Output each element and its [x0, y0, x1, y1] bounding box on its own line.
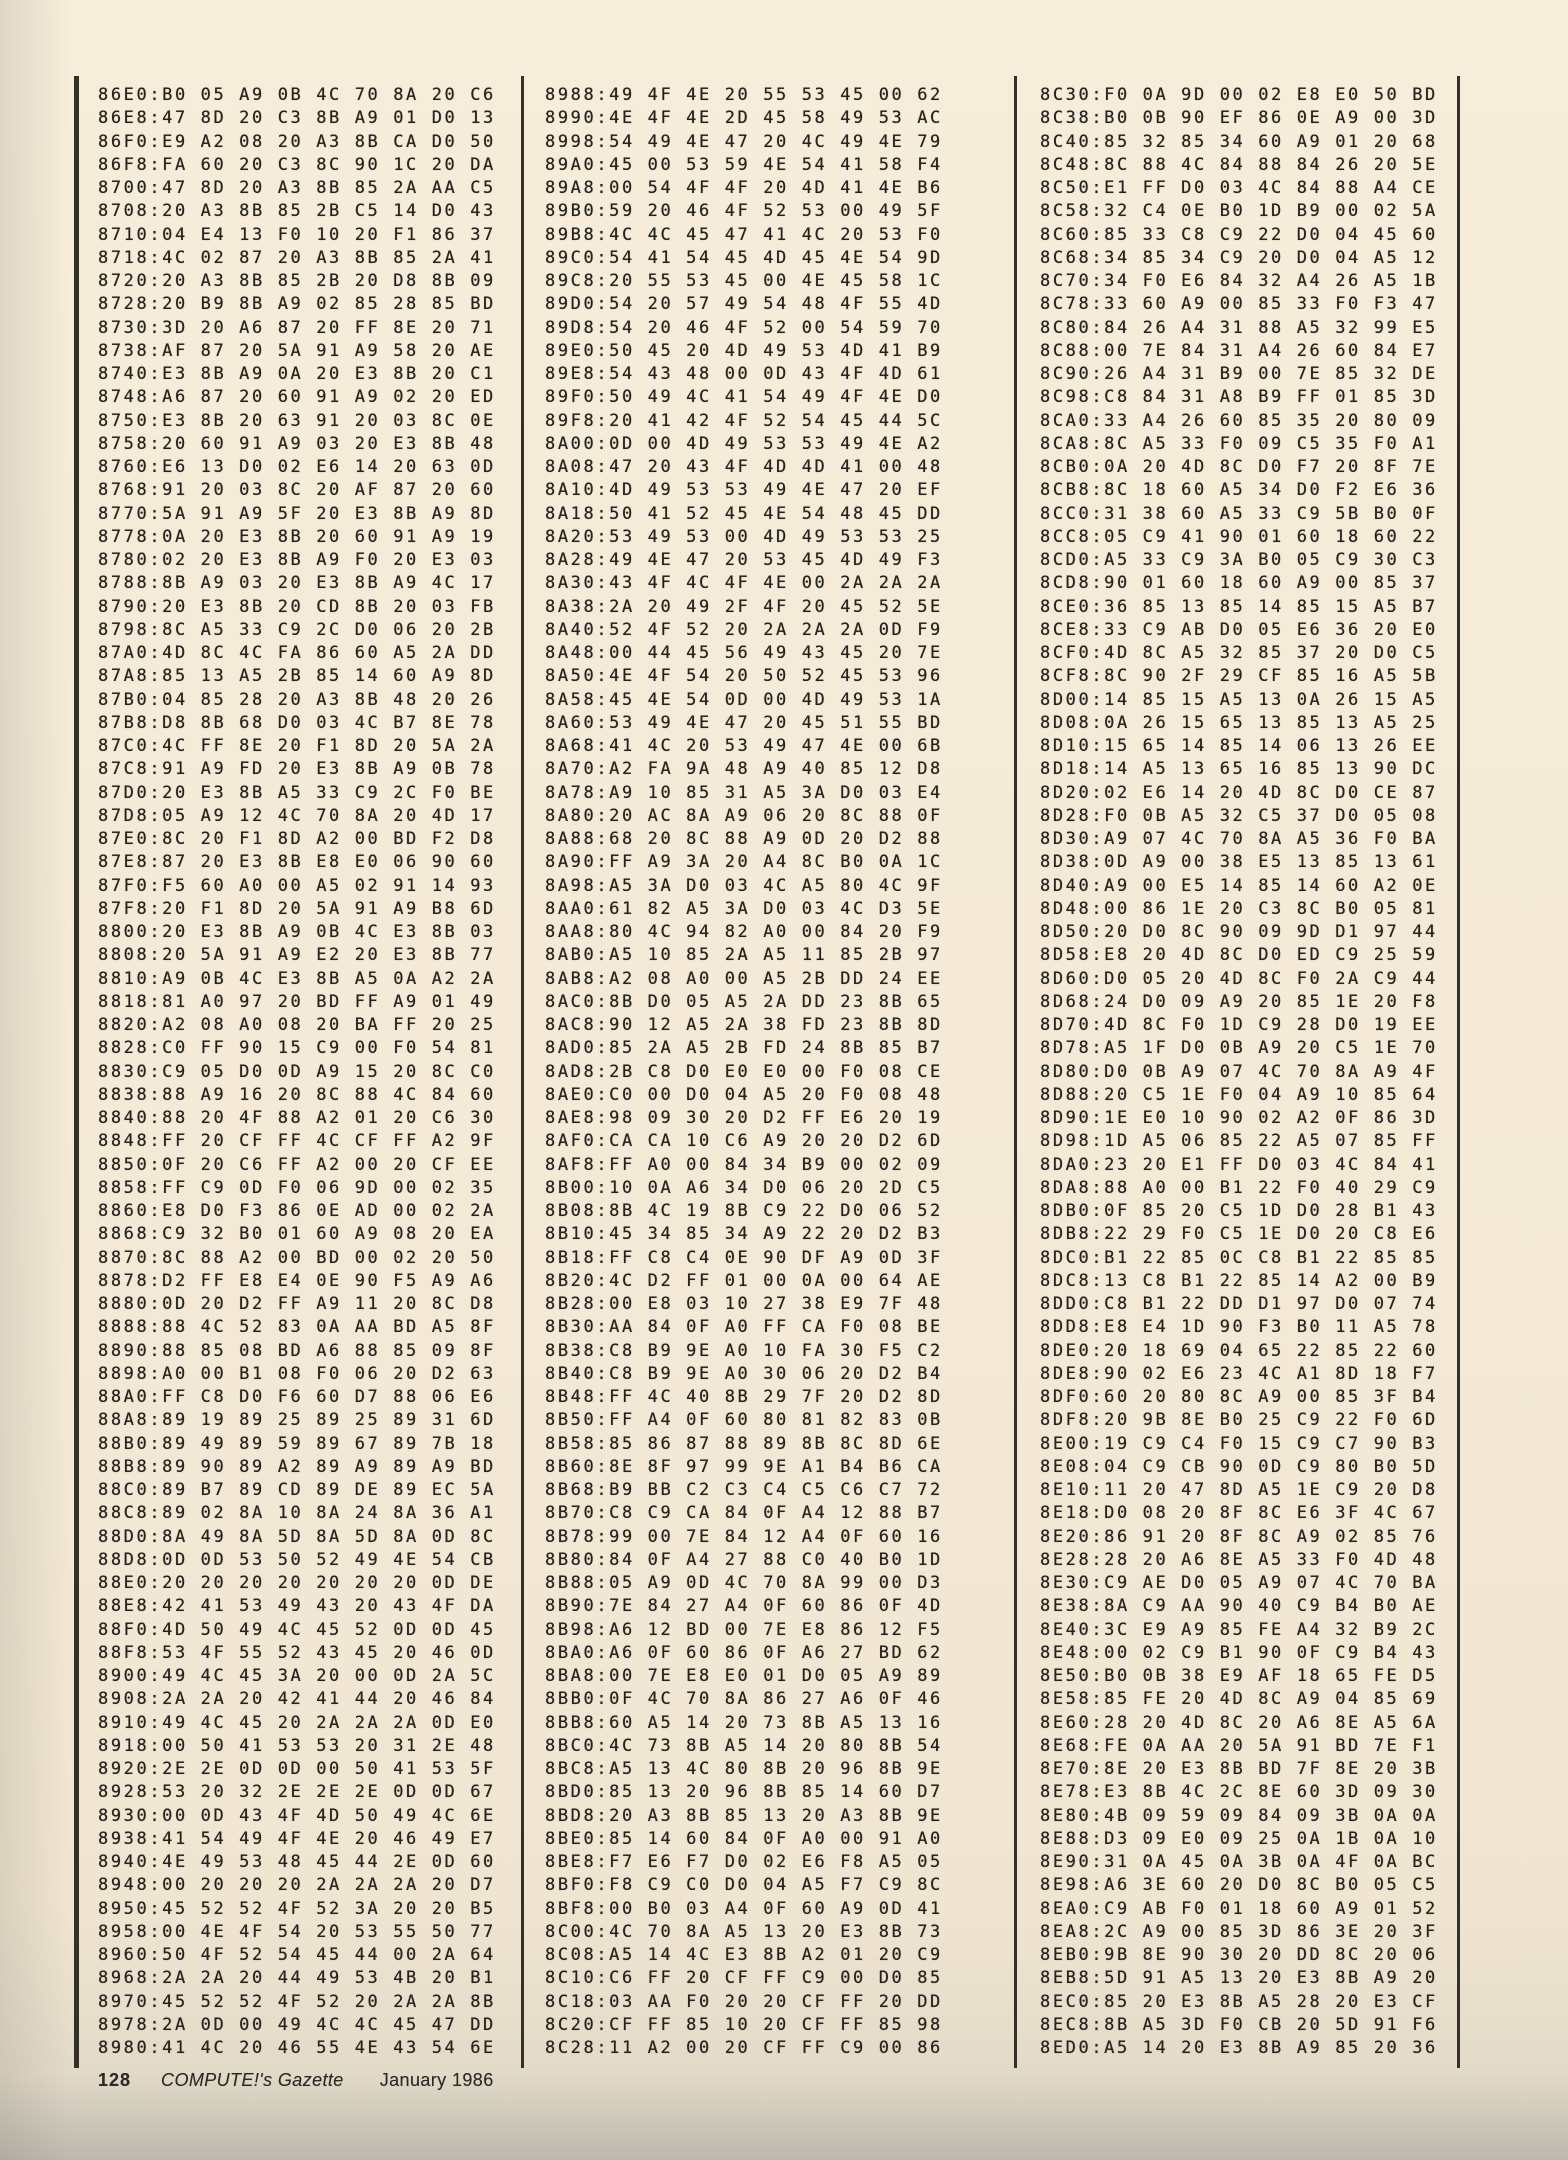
hex-line: 8D10:15 65 14 85 14 06 13 26 EE	[1040, 736, 1438, 756]
hex-line: 87A8:85 13 A5 2B 85 14 60 A9 8D	[98, 666, 496, 687]
hex-line: 8DB0:0F 85 20 C5 1D D0 28 B1 43	[1040, 1201, 1438, 1221]
hex-line: 8E70:8E 20 E3 8B BD 7F 8E 20 3B	[1040, 1759, 1438, 1779]
hex-line: 8C48:8C 88 4C 84 88 84 26 20 5E	[1040, 154, 1438, 175]
hex-line: 89A8:00 54 4F 4F 20 4D 41 4E B6	[545, 178, 943, 198]
hex-line: 8D08:0A 26 15 65 13 85 13 A5 25	[1040, 712, 1438, 733]
page-number: 128	[98, 2070, 132, 2090]
hex-line: 8928:53 20 32 2E 2E 2E 0D 0D 67	[98, 1782, 496, 1803]
hex-line: 8A08:47 20 43 4F 4D 4D 41 00 48	[545, 457, 943, 477]
hex-line: 8DA0:23 20 E1 FF D0 03 4C 84 41	[1040, 1154, 1438, 1175]
hex-line: 8A50:4E 4F 54 20 50 52 45 53 96	[545, 666, 943, 687]
hex-line: 8E18:D0 08 20 8F 8C E6 3F 4C 67	[1040, 1503, 1438, 1524]
hex-line: 8CA8:8C A5 33 F0 09 C5 35 F0 A1	[1040, 433, 1438, 454]
hex-line: 8838:88 A9 16 20 8C 88 4C 84 60	[98, 1084, 496, 1105]
hex-line: 8880:0D 20 D2 FF A9 11 20 8C D8	[98, 1294, 496, 1314]
hex-line: 89D8:54 20 46 4F 52 00 54 59 70	[545, 317, 943, 338]
hex-line: 8AB0:A5 10 85 2A A5 11 85 2B 97	[545, 945, 943, 966]
hex-line: 8A40:52 4F 52 20 2A 2A 2A 0D F9	[545, 619, 943, 640]
hex-line: 8AC8:90 12 A5 2A 38 FD 23 8B 8D	[545, 1015, 943, 1035]
hex-line: 8B38:C8 B9 9E A0 10 FA 30 F5 C2	[545, 1340, 943, 1361]
hex-line: 8CD0:A5 33 C9 3A B0 05 C9 30 C3	[1040, 550, 1438, 570]
hex-line: 89A0:45 00 53 59 4E 54 41 58 F4	[545, 154, 943, 175]
hex-line: 8C98:C8 84 31 A8 B9 FF 01 85 3D	[1040, 387, 1438, 408]
hex-line: 8CA0:33 A4 26 60 85 35 20 80 09	[1040, 410, 1438, 431]
hex-line: 8C20:CF FF 85 10 20 CF FF 85 98	[545, 2014, 943, 2035]
hex-line: 8CF8:8C 90 2F 29 CF 85 16 A5 5B	[1040, 666, 1438, 687]
hex-line: 8D68:24 D0 09 A9 20 85 1E 20 F8	[1040, 991, 1438, 1012]
hex-line: 8C30:F0 0A 9D 00 02 E8 E0 50 BD	[1040, 85, 1438, 105]
hex-line: 8D78:A5 1F D0 0B A9 20 C5 1E 70	[1040, 1038, 1438, 1059]
hex-line: 8C58:32 C4 0E B0 1D B9 00 02 5A	[1040, 201, 1438, 222]
hex-line: 8D00:14 85 15 A5 13 0A 26 15 A5	[1040, 689, 1438, 710]
hex-line: 8CB0:0A 20 4D 8C D0 F7 20 8F 7E	[1040, 457, 1438, 477]
hex-line: 8730:3D 20 A6 87 20 FF 8E 20 71	[98, 317, 496, 338]
hex-line: 8808:20 5A 91 A9 E2 20 E3 8B 77	[98, 945, 496, 966]
hex-line: 8868:C9 32 B0 01 60 A9 08 20 EA	[98, 1224, 496, 1245]
hex-listing-column-2	[545, 84, 943, 2060]
hex-line: 8C00:4C 70 8A A5 13 20 E3 8B 73	[545, 1921, 943, 1942]
hex-line: 8C70:34 F0 E6 84 32 A4 26 A5 1B	[1040, 271, 1438, 291]
hex-line: 8D80:D0 0B A9 07 4C 70 8A A9 4F	[1040, 1061, 1438, 1082]
hex-line: 8848:FF 20 CF FF 4C CF FF A2 9F	[98, 1131, 496, 1152]
hex-line: 8B00:10 0A A6 34 D0 06 20 2D C5	[545, 1177, 943, 1198]
hex-line: 88F0:4D 50 49 4C 45 52 0D 0D 45	[98, 1619, 496, 1640]
hex-line: 8E48:00 02 C9 B1 90 0F C9 B4 43	[1040, 1642, 1438, 1663]
hex-line: 8760:E6 13 D0 02 E6 14 20 63 0D	[98, 457, 496, 477]
hex-line: 8AD8:2B C8 D0 E0 E0 00 F0 08 CE	[545, 1061, 943, 1082]
hex-line: 8758:20 60 91 A9 03 20 E3 8B 48	[98, 433, 496, 454]
hex-line: 8DD8:E8 E4 1D 90 F3 B0 11 A5 78	[1040, 1317, 1438, 1338]
hex-line: 8DC0:B1 22 85 0C C8 B1 22 85 85	[1040, 1247, 1438, 1268]
hex-line: 8B28:00 E8 03 10 27 38 E9 7F 48	[545, 1294, 943, 1314]
hex-line: 8B98:A6 12 BD 00 7E E8 86 12 F5	[545, 1619, 943, 1640]
hex-line: 8A68:41 4C 20 53 49 47 4E 00 6B	[545, 736, 943, 756]
hex-line: 8720:20 A3 8B 85 2B 20 D8 8B 09	[98, 271, 496, 291]
hex-line: 89B0:59 20 46 4F 52 53 00 49 5F	[545, 201, 943, 222]
hex-line: 8A60:53 49 4E 47 20 45 51 55 BD	[545, 712, 943, 733]
hex-line: 8E00:19 C9 C4 F0 15 C9 C7 90 B3	[1040, 1433, 1438, 1454]
hex-line: 8C88:00 7E 84 31 A4 26 60 84 E7	[1040, 340, 1438, 361]
hex-line: 89D0:54 20 57 49 54 48 4F 55 4D	[545, 294, 943, 315]
hex-line: 89B8:4C 4C 45 47 41 4C 20 53 F0	[545, 224, 943, 245]
hex-line: 8E20:86 91 20 8F 8C A9 02 85 76	[1040, 1526, 1438, 1547]
magazine-title: COMPUTE!'s Gazette	[161, 2070, 344, 2090]
hex-line: 8B20:4C D2 FF 01 00 0A 00 64 AE	[545, 1270, 943, 1291]
hex-line: 8968:2A 2A 20 44 49 53 4B 20 B1	[98, 1968, 496, 1989]
hex-line: 8A70:A2 FA 9A 48 A9 40 85 12 D8	[545, 759, 943, 780]
hex-line: 8EA0:C9 AB F0 01 18 60 A9 01 52	[1040, 1898, 1438, 1919]
hex-line: 8908:2A 2A 20 42 41 44 20 46 84	[98, 1689, 496, 1710]
hex-line: 8D40:A9 00 E5 14 85 14 60 A2 0E	[1040, 875, 1438, 896]
hex-line: 8B50:FF A4 0F 60 80 81 82 83 0B	[545, 1410, 943, 1431]
hex-line: 8B80:84 0F A4 27 88 C0 40 B0 1D	[545, 1549, 943, 1570]
hex-line: 86F0:E9 A2 08 20 A3 8B CA D0 50	[98, 131, 496, 152]
hex-line: 8CC0:31 38 60 A5 33 C9 5B B0 0F	[1040, 503, 1438, 524]
hex-line: 8708:20 A3 8B 85 2B C5 14 D0 43	[98, 201, 496, 222]
hex-line: 8E38:8A C9 AA 90 40 C9 B4 B0 AE	[1040, 1596, 1438, 1617]
hex-line: 8EB8:5D 91 A5 13 20 E3 8B A9 20	[1040, 1968, 1438, 1989]
hex-line: 8DF0:60 20 80 8C A9 00 85 3F B4	[1040, 1387, 1438, 1407]
hex-line: 8D20:02 E6 14 20 4D 8C D0 CE 87	[1040, 782, 1438, 803]
hex-line: 8DB8:22 29 F0 C5 1E D0 20 C8 E6	[1040, 1224, 1438, 1245]
hex-line: 8828:C0 FF 90 15 C9 00 F0 54 81	[98, 1038, 496, 1059]
hex-line: 87D8:05 A9 12 4C 70 8A 20 4D 17	[98, 805, 496, 826]
hex-line: 8AF0:CA CA 10 C6 A9 20 20 D2 6D	[545, 1131, 943, 1152]
hex-line: 8A48:00 44 45 56 49 43 45 20 7E	[545, 643, 943, 663]
hex-line: 8E68:FE 0A AA 20 5A 91 BD 7E F1	[1040, 1735, 1438, 1756]
hex-line: 8970:45 52 52 4F 52 20 2A 2A 8B	[98, 1991, 496, 2012]
hex-line: 8A98:A5 3A D0 03 4C A5 80 4C 9F	[545, 875, 943, 896]
hex-line: 8A88:68 20 8C 88 A9 0D 20 D2 88	[545, 829, 943, 849]
column-divider-1	[521, 76, 524, 2068]
hex-line: 8938:41 54 49 4F 4E 20 46 49 E7	[98, 1828, 496, 1849]
hex-line: 8D88:20 C5 1E F0 04 A9 10 85 64	[1040, 1084, 1438, 1105]
hex-line: 8910:49 4C 45 20 2A 2A 2A 0D E0	[98, 1712, 496, 1733]
hex-line: 8948:00 20 20 20 2A 2A 2A 20 D7	[98, 1875, 496, 1896]
hex-line: 8940:4E 49 53 48 45 44 2E 0D 60	[98, 1852, 496, 1872]
hex-line: 8900:49 4C 45 3A 20 00 0D 2A 5C	[98, 1666, 496, 1686]
hex-line: 8700:47 8D 20 A3 8B 85 2A AA C5	[98, 178, 496, 198]
hex-line: 8D90:1E E0 10 90 02 A2 0F 86 3D	[1040, 1108, 1438, 1128]
hex-line: 8950:45 52 52 4F 52 3A 20 20 B5	[98, 1898, 496, 1919]
hex-line: 8DE8:90 02 E6 23 4C A1 8D 18 F7	[1040, 1363, 1438, 1384]
hex-line: 8C40:85 32 85 34 60 A9 01 20 68	[1040, 131, 1438, 152]
hex-line: 8DF8:20 9B 8E B0 25 C9 22 F0 6D	[1040, 1410, 1438, 1431]
hex-line: 88E0:20 20 20 20 20 20 20 0D DE	[98, 1573, 496, 1593]
hex-line: 8C78:33 60 A9 00 85 33 F0 F3 47	[1040, 294, 1438, 315]
hex-line: 8DD0:C8 B1 22 DD D1 97 D0 07 74	[1040, 1294, 1438, 1314]
hex-line: 8BA0:A6 0F 60 86 0F A6 27 BD 62	[545, 1642, 943, 1663]
hex-line: 8830:C9 05 D0 0D A9 15 20 8C C0	[98, 1061, 496, 1082]
hex-line: 8BD0:85 13 20 96 8B 85 14 60 D7	[545, 1782, 943, 1803]
hex-line: 8770:5A 91 A9 5F 20 E3 8B A9 8D	[98, 503, 496, 524]
hex-line: 8A20:53 49 53 00 4D 49 53 53 25	[545, 526, 943, 547]
hex-line: 8EB0:9B 8E 90 30 20 DD 8C 20 06	[1040, 1945, 1438, 1965]
hex-line: 8CE0:36 85 13 85 14 85 15 A5 B7	[1040, 596, 1438, 617]
hex-line: 8D50:20 D0 8C 90 09 9D D1 97 44	[1040, 922, 1438, 942]
hex-line: 8E88:D3 09 E0 09 25 0A 1B 0A 10	[1040, 1828, 1438, 1849]
hex-line: 89E8:54 43 48 00 0D 43 4F 4D 61	[545, 364, 943, 384]
hex-line: 8E10:11 20 47 8D A5 1E C9 20 D8	[1040, 1480, 1438, 1500]
hex-line: 8850:0F 20 C6 FF A2 00 20 CF EE	[98, 1154, 496, 1175]
hex-line: 87C8:91 A9 FD 20 E3 8B A9 0B 78	[98, 759, 496, 780]
hex-line: 8B40:C8 B9 9E A0 30 06 20 D2 B4	[545, 1363, 943, 1384]
hex-line: 8990:4E 4F 4E 2D 45 58 49 53 AC	[545, 108, 943, 129]
hex-line: 8EA8:2C A9 00 85 3D 86 3E 20 3F	[1040, 1921, 1438, 1942]
hex-line: 8BF0:F8 C9 C0 D0 04 A5 F7 C9 8C	[545, 1875, 943, 1896]
hex-line: 8A10:4D 49 53 53 49 4E 47 20 EF	[545, 480, 943, 501]
hex-line: 87B8:D8 8B 68 D0 03 4C B7 8E 78	[98, 712, 496, 733]
hex-line: 8870:8C 88 A2 00 BD 00 02 20 50	[98, 1247, 496, 1268]
issue-date: January 1986	[379, 2070, 494, 2090]
hex-line: 8C90:26 A4 31 B9 00 7E 85 32 DE	[1040, 364, 1438, 384]
hex-line: 8790:20 E3 8B 20 CD 8B 20 03 FB	[98, 596, 496, 617]
hex-line: 8E30:C9 AE D0 05 A9 07 4C 70 BA	[1040, 1573, 1438, 1593]
hex-line: 8EC8:8B A5 3D F0 CB 20 5D 91 F6	[1040, 2014, 1438, 2035]
hex-line: 8BD8:20 A3 8B 85 13 20 A3 8B 9E	[545, 1805, 943, 1826]
hex-line: 8918:00 50 41 53 53 20 31 2E 48	[98, 1735, 496, 1756]
hex-line: 87F0:F5 60 A0 00 A5 02 91 14 93	[98, 875, 496, 896]
hex-line: 87E8:87 20 E3 8B E8 E0 06 90 60	[98, 852, 496, 873]
hex-line: 8AF8:FF A0 00 84 34 B9 00 02 09	[545, 1154, 943, 1175]
hex-line: 88C0:89 B7 89 CD 89 DE 89 EC 5A	[98, 1480, 496, 1500]
hex-line: 8888:88 4C 52 83 0A AA BD A5 8F	[98, 1317, 496, 1338]
hex-line: 8920:2E 2E 0D 0D 00 50 41 53 5F	[98, 1759, 496, 1779]
hex-line: 8CC8:05 C9 41 90 01 60 18 60 22	[1040, 526, 1438, 547]
hex-line: 8CD8:90 01 60 18 60 A9 00 85 37	[1040, 573, 1438, 594]
hex-line: 8800:20 E3 8B A9 0B 4C E3 8B 03	[98, 922, 496, 942]
hex-line: 8E80:4B 09 59 09 84 09 3B 0A 0A	[1040, 1805, 1438, 1826]
hex-line: 8B68:B9 BB C2 C3 C4 C5 C6 C7 72	[545, 1480, 943, 1500]
hex-line: 8A38:2A 20 49 2F 4F 20 45 52 5E	[545, 596, 943, 617]
hex-line: 8930:00 0D 43 4F 4D 50 49 4C 6E	[98, 1805, 496, 1826]
hex-line: 8A18:50 41 52 45 4E 54 48 45 DD	[545, 503, 943, 524]
page-left-rule	[74, 76, 79, 2068]
hex-line: 8C68:34 85 34 C9 20 D0 04 A5 12	[1040, 247, 1438, 268]
hex-line: 8810:A9 0B 4C E3 8B A5 0A A2 2A	[98, 968, 496, 989]
hex-line: 8A00:0D 00 4D 49 53 53 49 4E A2	[545, 433, 943, 454]
hex-line: 8780:02 20 E3 8B A9 F0 20 E3 03	[98, 550, 496, 570]
hex-line: 8BE8:F7 E6 F7 D0 02 E6 F8 A5 05	[545, 1852, 943, 1872]
hex-line: 8AB8:A2 08 A0 00 A5 2B DD 24 EE	[545, 968, 943, 989]
hex-line: 8798:8C A5 33 C9 2C D0 06 20 2B	[98, 619, 496, 640]
hex-line: 88B0:89 49 89 59 89 67 89 7B 18	[98, 1433, 496, 1454]
hex-line: 8B18:FF C8 C4 0E 90 DF A9 0D 3F	[545, 1247, 943, 1268]
hex-line: 8958:00 4E 4F 54 20 53 55 50 77	[98, 1921, 496, 1942]
hex-line: 87F8:20 F1 8D 20 5A 91 A9 B8 6D	[98, 898, 496, 919]
hex-line: 8BF8:00 B0 03 A4 0F 60 A9 0D 41	[545, 1898, 943, 1919]
hex-line: 8C60:85 33 C8 C9 22 D0 04 45 60	[1040, 224, 1438, 245]
hex-line: 8AE8:98 09 30 20 D2 FF E6 20 19	[545, 1108, 943, 1128]
hex-line: 86F8:FA 60 20 C3 8C 90 1C 20 DA	[98, 154, 496, 175]
hex-line: 8C50:E1 FF D0 03 4C 84 88 A4 CE	[1040, 178, 1438, 198]
hex-line: 8878:D2 FF E8 E4 0E 90 F5 A9 A6	[98, 1270, 496, 1291]
hex-line: 89E0:50 45 20 4D 49 53 4D 41 B9	[545, 340, 943, 361]
hex-line: 8BE0:85 14 60 84 0F A0 00 91 A0	[545, 1828, 943, 1849]
hex-line: 8710:04 E4 13 F0 10 20 F1 86 37	[98, 224, 496, 245]
hex-line: 8998:54 49 4E 47 20 4C 49 4E 79	[545, 131, 943, 152]
hex-line: 88D8:0D 0D 53 50 52 49 4E 54 CB	[98, 1549, 496, 1570]
hex-line: 8768:91 20 03 8C 20 AF 87 20 60	[98, 480, 496, 501]
hex-line: 8A80:20 AC 8A A9 06 20 8C 88 0F	[545, 805, 943, 826]
hex-line: 8B08:8B 4C 19 8B C9 22 D0 06 52	[545, 1201, 943, 1221]
hex-line: 8B30:AA 84 0F A0 FF CA F0 08 BE	[545, 1317, 943, 1338]
hex-line: 8CE8:33 C9 AB D0 05 E6 36 20 E0	[1040, 619, 1438, 640]
hex-line: 8C80:84 26 A4 31 88 A5 32 99 E5	[1040, 317, 1438, 338]
hex-line: 88E8:42 41 53 49 43 20 43 4F DA	[98, 1596, 496, 1617]
hex-line: 8D60:D0 05 20 4D 8C F0 2A C9 44	[1040, 968, 1438, 989]
hex-line: 8D28:F0 0B A5 32 C5 37 D0 05 08	[1040, 805, 1438, 826]
hex-line: 87A0:4D 8C 4C FA 86 60 A5 2A DD	[98, 643, 496, 663]
hex-line: 8AD0:85 2A A5 2B FD 24 8B 85 B7	[545, 1038, 943, 1059]
hex-line: 8750:E3 8B 20 63 91 20 03 8C 0E	[98, 410, 496, 431]
hex-line: 8E60:28 20 4D 8C 20 A6 8E A5 6A	[1040, 1712, 1438, 1733]
hex-line: 8DE0:20 18 69 04 65 22 85 22 60	[1040, 1340, 1438, 1361]
hex-line: 8728:20 B9 8B A9 02 85 28 85 BD	[98, 294, 496, 315]
hex-line: 8840:88 20 4F 88 A2 01 20 C6 30	[98, 1108, 496, 1128]
hex-line: 8D38:0D A9 00 38 E5 13 85 13 61	[1040, 852, 1438, 873]
hex-line: 88A8:89 19 89 25 89 25 89 31 6D	[98, 1410, 496, 1431]
hex-line: 8CB8:8C 18 60 A5 34 D0 F2 E6 36	[1040, 480, 1438, 501]
hex-line: 8A58:45 4E 54 0D 00 4D 49 53 1A	[545, 689, 943, 710]
hex-line: 8D48:00 86 1E 20 C3 8C B0 05 81	[1040, 898, 1438, 919]
hex-line: 8960:50 4F 52 54 45 44 00 2A 64	[98, 1945, 496, 1965]
hex-line: 8D18:14 A5 13 65 16 85 13 90 DC	[1040, 759, 1438, 780]
hex-line: 8778:0A 20 E3 8B 20 60 91 A9 19	[98, 526, 496, 547]
hex-line: 8B90:7E 84 27 A4 0F 60 86 0F 4D	[545, 1596, 943, 1617]
hex-line: 8BB8:60 A5 14 20 73 8B A5 13 16	[545, 1712, 943, 1733]
hex-line: 87C0:4C FF 8E 20 F1 8D 20 5A 2A	[98, 736, 496, 756]
hex-line: 8858:FF C9 0D F0 06 9D 00 02 35	[98, 1177, 496, 1198]
hex-line: 8B88:05 A9 0D 4C 70 8A 99 00 D3	[545, 1573, 943, 1593]
hex-line: 88D0:8A 49 8A 5D 8A 5D 8A 0D 8C	[98, 1526, 496, 1547]
hex-line: 88F8:53 4F 55 52 43 45 20 46 0D	[98, 1642, 496, 1663]
hex-line: 8748:A6 87 20 60 91 A9 02 20 ED	[98, 387, 496, 408]
hex-line: 8AE0:C0 00 D0 04 A5 20 F0 08 48	[545, 1084, 943, 1105]
hex-line: 8E08:04 C9 CB 90 0D C9 80 B0 5D	[1040, 1456, 1438, 1477]
hex-line: 89F0:50 49 4C 41 54 49 4F 4E D0	[545, 387, 943, 408]
hex-line: 88C8:89 02 8A 10 8A 24 8A 36 A1	[98, 1503, 496, 1524]
hex-listing-column-3	[1040, 84, 1438, 2060]
hex-line: 8AA0:61 82 A5 3A D0 03 4C D3 5E	[545, 898, 943, 919]
hex-line: 8B70:C8 C9 CA 84 0F A4 12 88 B7	[545, 1503, 943, 1524]
hex-line: 8988:49 4F 4E 20 55 53 45 00 62	[545, 85, 943, 105]
hex-line: 8C18:03 AA F0 20 20 CF FF 20 DD	[545, 1991, 943, 2012]
page-footer	[98, 2070, 494, 2091]
hex-line: 8E98:A6 3E 60 20 D0 8C B0 05 C5	[1040, 1875, 1438, 1896]
hex-line: 8738:AF 87 20 5A 91 A9 58 20 AE	[98, 340, 496, 361]
hex-line: 8A28:49 4E 47 20 53 45 4D 49 F3	[545, 550, 943, 570]
hex-line: 87E0:8C 20 F1 8D A2 00 BD F2 D8	[98, 829, 496, 849]
hex-line: 8DA8:88 A0 00 B1 22 F0 40 29 C9	[1040, 1177, 1438, 1198]
hex-line: 86E0:B0 05 A9 0B 4C 70 8A 20 C6	[98, 85, 496, 105]
hex-line: 8A90:FF A9 3A 20 A4 8C B0 0A 1C	[545, 852, 943, 873]
hex-line: 8E28:28 20 A6 8E A5 33 F0 4D 48	[1040, 1549, 1438, 1570]
hex-line: 8890:88 85 08 BD A6 88 85 09 8F	[98, 1340, 496, 1361]
hex-line: 89F8:20 41 42 4F 52 54 45 44 5C	[545, 410, 943, 431]
hex-line: 8C10:C6 FF 20 CF FF C9 00 D0 85	[545, 1968, 943, 1989]
hex-line: 8E90:31 0A 45 0A 3B 0A 4F 0A BC	[1040, 1852, 1438, 1872]
hex-line: 8BC8:A5 13 4C 80 8B 20 96 8B 9E	[545, 1759, 943, 1779]
hex-line: 8718:4C 02 87 20 A3 8B 85 2A 41	[98, 247, 496, 268]
hex-line: 8AA8:80 4C 94 82 A0 00 84 20 F9	[545, 922, 943, 942]
hex-line: 8A30:43 4F 4C 4F 4E 00 2A 2A 2A	[545, 573, 943, 594]
hex-line: 8E40:3C E9 A9 85 FE A4 32 B9 2C	[1040, 1619, 1438, 1640]
hex-line: 87B0:04 85 28 20 A3 8B 48 20 26	[98, 689, 496, 710]
hex-line: 8818:81 A0 97 20 BD FF A9 01 49	[98, 991, 496, 1012]
hex-line: 8B58:85 86 87 88 89 8B 8C 8D 6E	[545, 1433, 943, 1454]
hex-line: 8D30:A9 07 4C 70 8A A5 36 F0 BA	[1040, 829, 1438, 849]
hex-line: 8D98:1D A5 06 85 22 A5 07 85 FF	[1040, 1131, 1438, 1152]
hex-line: 86E8:47 8D 20 C3 8B A9 01 D0 13	[98, 108, 496, 129]
hex-line: 8A78:A9 10 85 31 A5 3A D0 03 E4	[545, 782, 943, 803]
hex-line: 8980:41 4C 20 46 55 4E 43 54 6E	[98, 2038, 496, 2058]
hex-line: 88B8:89 90 89 A2 89 A9 89 A9 BD	[98, 1456, 496, 1477]
hex-line: 8C28:11 A2 00 20 CF FF C9 00 86	[545, 2038, 943, 2058]
hex-line: 8B78:99 00 7E 84 12 A4 0F 60 16	[545, 1526, 943, 1547]
hex-line: 8BC0:4C 73 8B A5 14 20 80 8B 54	[545, 1735, 943, 1756]
hex-line: 8CF0:4D 8C A5 32 85 37 20 D0 C5	[1040, 643, 1438, 663]
hex-line: 89C0:54 41 54 45 4D 45 4E 54 9D	[545, 247, 943, 268]
hex-line: 8B10:45 34 85 34 A9 22 20 D2 B3	[545, 1224, 943, 1245]
hex-line: 8898:A0 00 B1 08 F0 06 20 D2 63	[98, 1363, 496, 1384]
hex-line: 8860:E8 D0 F3 86 0E AD 00 02 2A	[98, 1201, 496, 1221]
hex-line: 8E78:E3 8B 4C 2C 8E 60 3D 09 30	[1040, 1782, 1438, 1803]
hex-line: 8D70:4D 8C F0 1D C9 28 D0 19 EE	[1040, 1015, 1438, 1035]
hex-line: 8AC0:8B D0 05 A5 2A DD 23 8B 65	[545, 991, 943, 1012]
page-right-rule	[1457, 76, 1460, 2068]
hex-line: 8820:A2 08 A0 08 20 BA FF 20 25	[98, 1015, 496, 1035]
hex-line: 8E50:B0 0B 38 E9 AF 18 65 FE D5	[1040, 1666, 1438, 1686]
hex-line: 8B60:8E 8F 97 99 9E A1 B4 B6 CA	[545, 1456, 943, 1477]
hex-line: 8D58:E8 20 4D 8C D0 ED C9 25 59	[1040, 945, 1438, 966]
hex-line: 88A0:FF C8 D0 F6 60 D7 88 06 E6	[98, 1387, 496, 1407]
hex-line: 8C08:A5 14 4C E3 8B A2 01 20 C9	[545, 1945, 943, 1965]
hex-line: 87D0:20 E3 8B A5 33 C9 2C F0 BE	[98, 782, 496, 803]
hex-line: 8DC8:13 C8 B1 22 85 14 A2 00 B9	[1040, 1270, 1438, 1291]
hex-line: 8BA8:00 7E E8 E0 01 D0 05 A9 89	[545, 1666, 943, 1686]
hex-line: 8E58:85 FE 20 4D 8C A9 04 85 69	[1040, 1689, 1438, 1710]
hex-line: 89C8:20 55 53 45 00 4E 45 58 1C	[545, 271, 943, 291]
hex-listing-column-1	[98, 84, 496, 2060]
hex-line: 8C38:B0 0B 90 EF 86 0E A9 00 3D	[1040, 108, 1438, 129]
hex-line: 8ED0:A5 14 20 E3 8B A9 85 20 36	[1040, 2038, 1438, 2058]
hex-line: 8B48:FF 4C 40 8B 29 7F 20 D2 8D	[545, 1387, 943, 1407]
hex-line: 8788:8B A9 03 20 E3 8B A9 4C 17	[98, 573, 496, 594]
hex-line: 8978:2A 0D 00 49 4C 4C 45 47 DD	[98, 2014, 496, 2035]
hex-line: 8BB0:0F 4C 70 8A 86 27 A6 0F 46	[545, 1689, 943, 1710]
column-divider-2	[1014, 76, 1017, 2068]
hex-line: 8740:E3 8B A9 0A 20 E3 8B 20 C1	[98, 364, 496, 384]
hex-line: 8EC0:85 20 E3 8B A5 28 20 E3 CF	[1040, 1991, 1438, 2012]
